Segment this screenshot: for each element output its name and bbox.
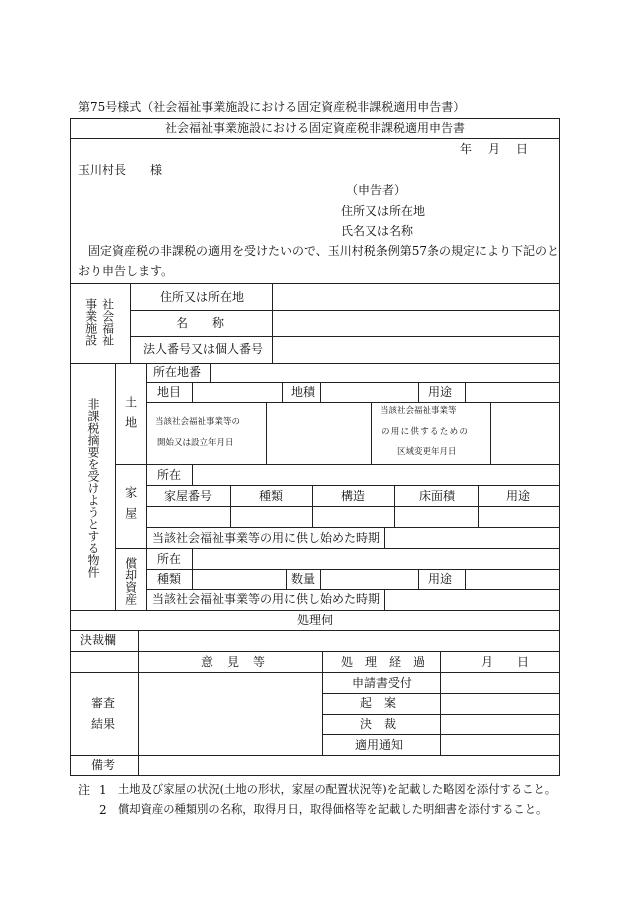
decision-label: 決裁欄 (80, 633, 117, 647)
depreciable-label: 償却資産 (123, 557, 138, 605)
review-label-2: 結果 (91, 717, 116, 731)
applicant-address-label: 住所又は所在地 (341, 204, 426, 218)
date-label: 年 月 日 (460, 142, 531, 156)
step-notice: 適用通知 (355, 738, 404, 752)
facility-number-label: 法人番号又は個人番号 (143, 342, 264, 356)
note-2-number: 2 (99, 803, 107, 817)
note-1-text: 土地及び家屋の状況(土地の形状，家屋の配置状況等)を記載した略図を添付すること。 (118, 783, 557, 796)
opinion-label: 意 見 等 (201, 655, 267, 669)
review-label-1: 審査 (91, 696, 116, 710)
remarks-label: 備考 (91, 758, 116, 772)
body-text-line2: おり申告します。 (78, 264, 174, 278)
land-lot-label: 所在地番 (153, 365, 202, 379)
applicant-heading: （申告者） (346, 183, 407, 197)
depreciable-type-label: 種類 (157, 572, 182, 586)
land-start-label-1: 当該社会福祉事業等の (155, 417, 241, 427)
step-received: 申請書受付 (352, 676, 413, 690)
land-label: 土地 (123, 396, 138, 436)
land-area-label: 地積 (291, 385, 316, 399)
form-title: 社会福祉事業施設における固定資産税非課税適用申告書 (164, 121, 465, 135)
addressee: 玉川村長 様 (78, 163, 163, 177)
facility-name-label: 名 称 (176, 316, 225, 330)
house-label: 家屋 (123, 486, 138, 528)
facility-label-col1: 事業施設 (83, 298, 98, 346)
depreciable-start-label: 当該社会福祉事業等の用に供し始めた時期 (152, 592, 381, 606)
land-use-label: 用途 (428, 385, 453, 399)
land-change-label-3: 区域変更年月日 (397, 447, 457, 457)
facility-address-field[interactable] (273, 284, 559, 309)
facility-number-field[interactable] (273, 337, 559, 362)
house-use-label: 用途 (506, 489, 531, 503)
applicant-name-label: 氏名又は名称 (341, 224, 414, 238)
house-start-label: 当該社会福祉事業等の用に供し始めた時期 (152, 531, 381, 545)
step-draft: 起 案 (360, 696, 397, 710)
body-text-line1: 固定資産税の非課税の適用を受けたいので、玉川村税条例第57条の規定により下記のと (88, 244, 560, 258)
land-start-label-2: 開始又は設立年月日 (157, 438, 234, 448)
land-change-label-1: 当該社会福祉事業等 (380, 406, 457, 416)
depreciable-use-label: 用途 (428, 572, 453, 586)
house-type-label: 種類 (259, 489, 284, 503)
facility-name-field[interactable] (273, 311, 559, 335)
land-category-label: 地目 (157, 385, 182, 399)
note-prefix: 注 (78, 783, 91, 797)
decision-field[interactable] (139, 631, 559, 650)
house-location-label: 所在 (157, 468, 182, 482)
form-number-header: 第75号様式（社会福祉事業施設における固定資産税非課税適用申告書） (78, 100, 466, 114)
month-day-label: 月 日 (481, 655, 530, 669)
processing-title: 処理伺 (296, 613, 333, 627)
facility-address-label: 住所又は所在地 (160, 290, 245, 304)
note-2-text: 償却資産の種類別の名称，取得月日，取得価格等を記載した明細書を添付すること。 (118, 803, 548, 816)
depreciable-qty-label: 数量 (291, 572, 316, 586)
progress-label: 処 理 経 過 (341, 655, 426, 669)
house-structure-label: 構造 (341, 489, 366, 503)
depreciable-location-label: 所在 (157, 552, 182, 566)
form-frame (70, 118, 560, 776)
note-1-number: 1 (99, 783, 107, 797)
house-number-label: 家屋番号 (164, 489, 213, 503)
remarks-field[interactable] (139, 756, 559, 775)
facility-label-col2: 社会福祉 (100, 298, 115, 346)
land-change-label-2: の用に供するための (381, 427, 470, 437)
property-section-label: 非課税摘要を受けようとする物件 (85, 398, 100, 578)
house-floor-label: 床面積 (419, 489, 456, 503)
step-approval: 決 裁 (360, 717, 397, 731)
